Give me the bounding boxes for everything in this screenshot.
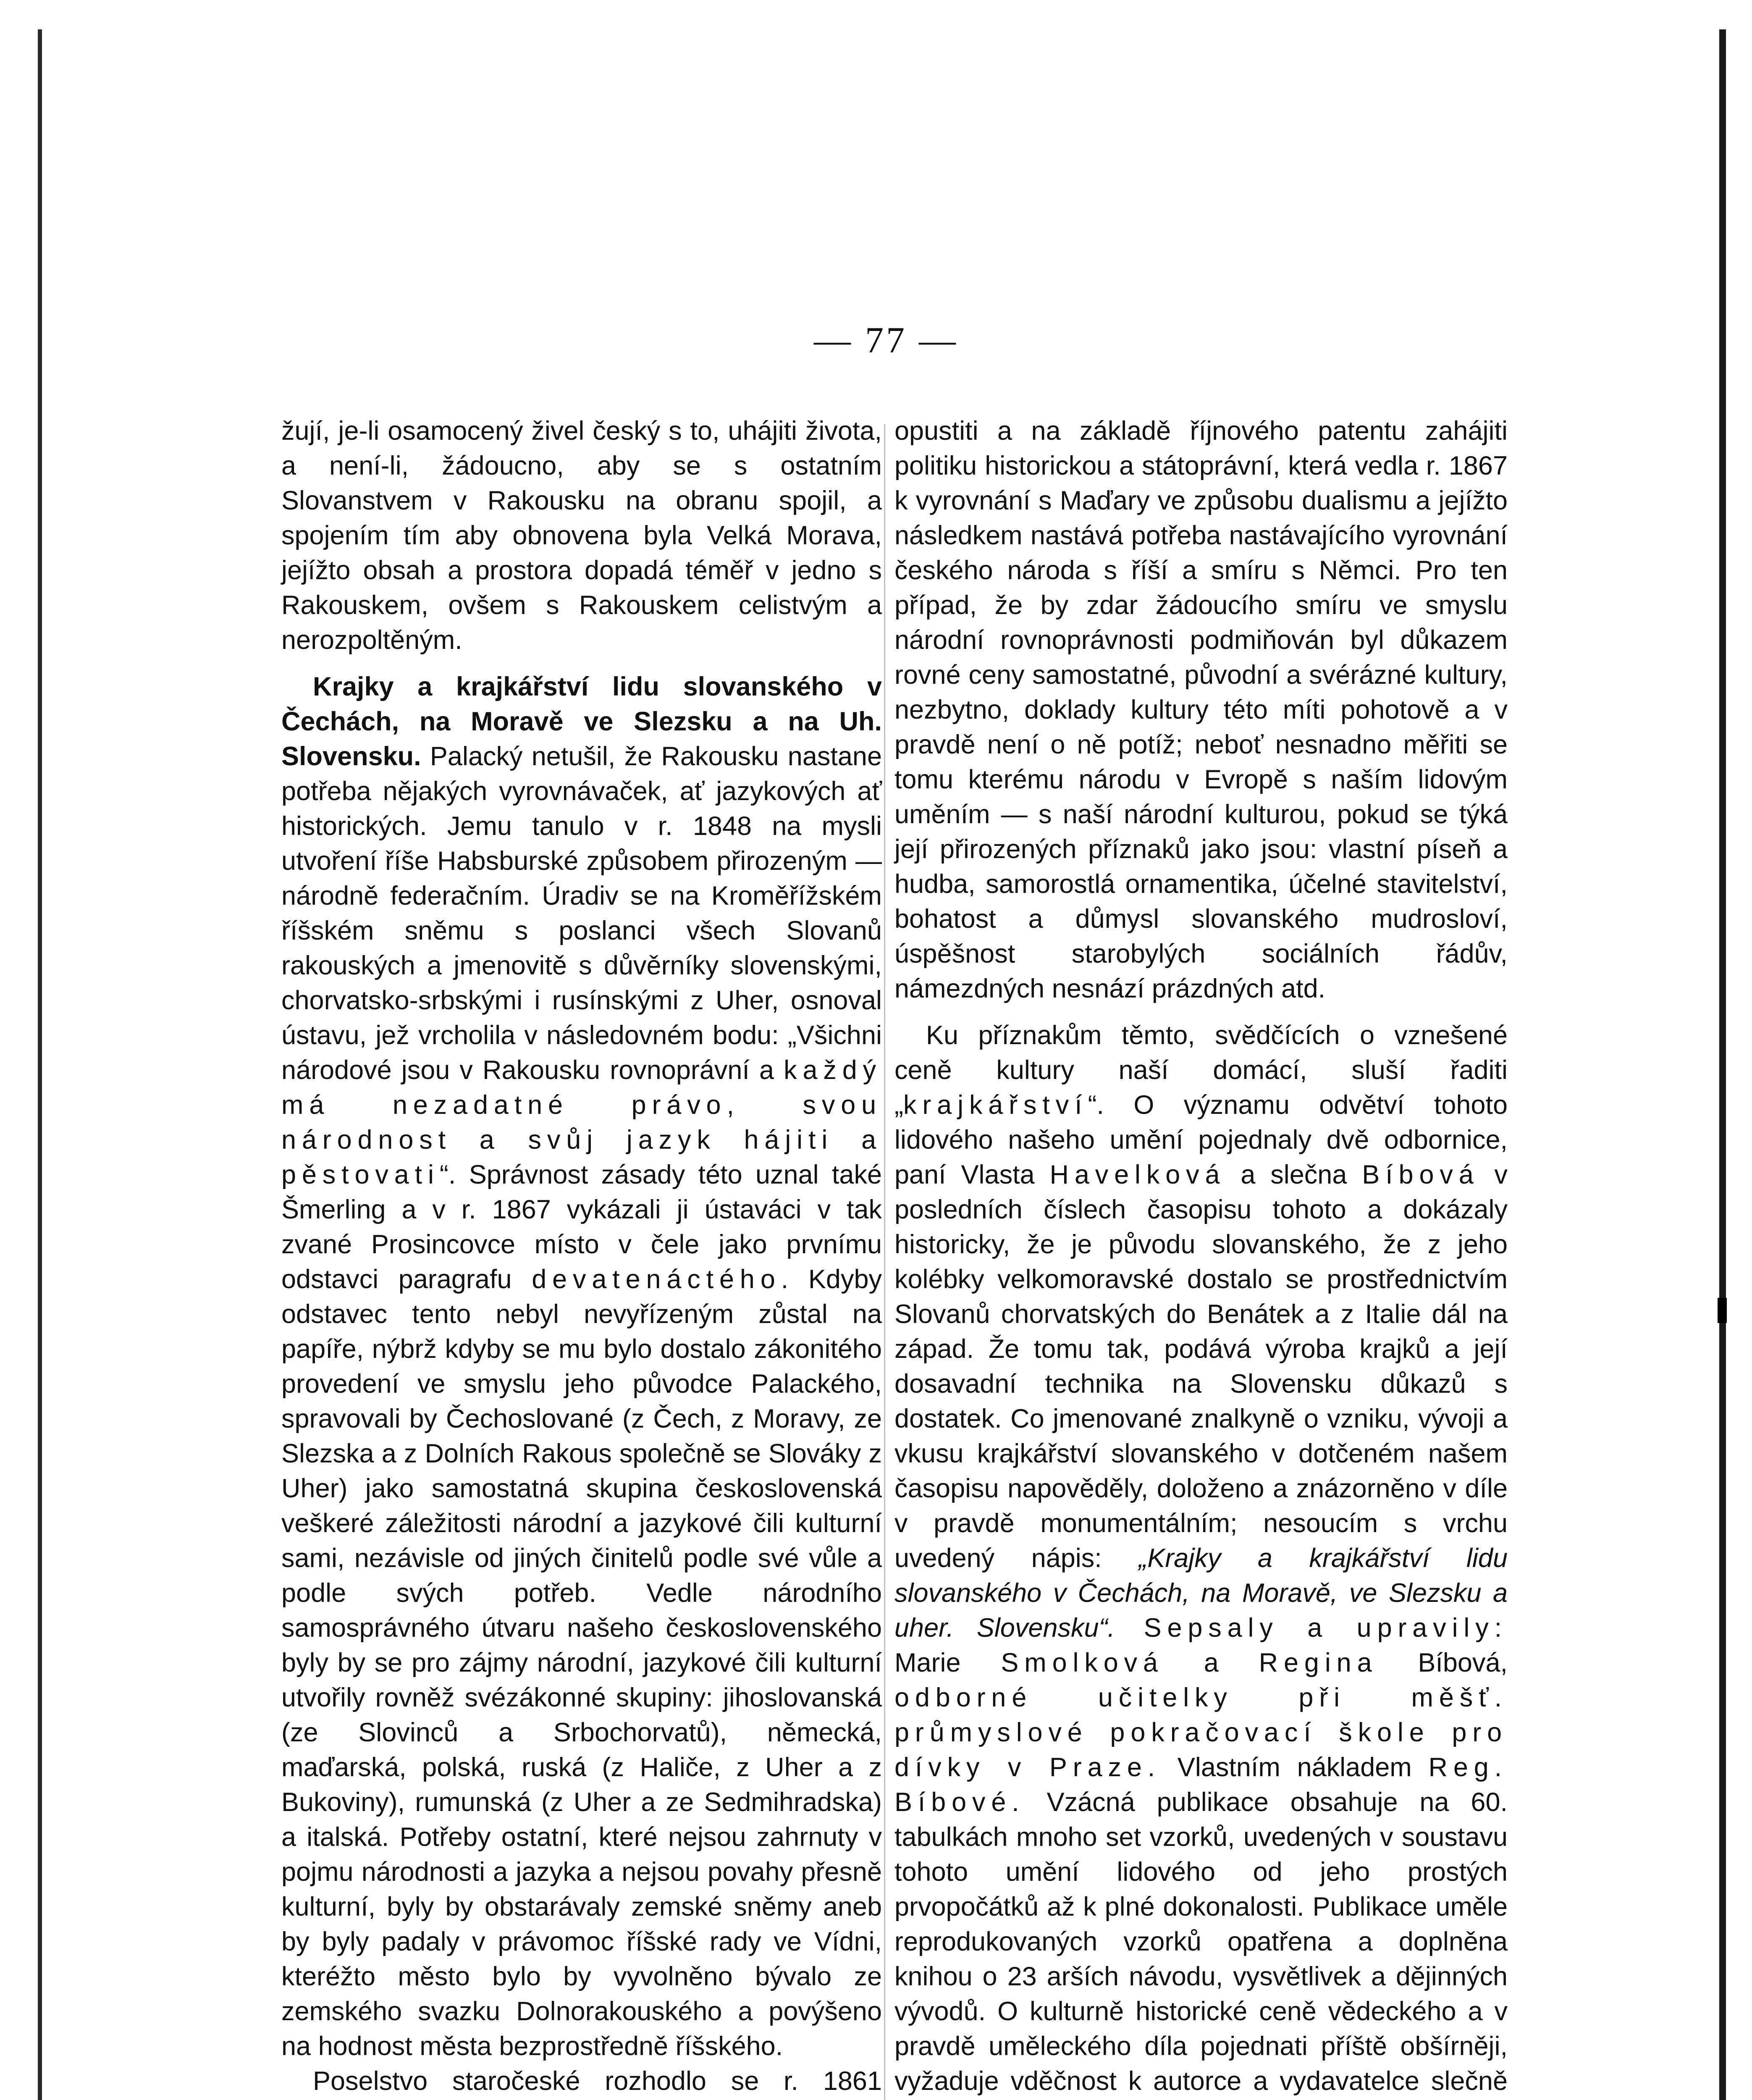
page-edge-mark	[1718, 1298, 1727, 1323]
emphasized-text: Bíbová	[1362, 1160, 1479, 1189]
paragraph-text: Vlastním nákladem	[1161, 1753, 1429, 1782]
paragraph: opustiti a na základě říjnového patentu zahájiti politiku historickou a státoprávní, která vedla r. 1867 k vyrovnání s Maďary ve způsobu dualismu a jejížto následkem nastává potřeba nastávajícího vyrovnání českého národa s říší a smíru s Němci. Pro ten případ, že by zdar žádoucího smíru ve smyslu národní rovnoprávnosti podmiňován byl důkazem rovné ceny samostatné, původní a svérázné kultury, nezbytno, doklady kultury této míti pohotově a v pravdě není o ně potíž; neboť nesnadno měřiti se tomu kterému národu v Evropě s naším lidovým uměním — s naší národní kulturou, pokud se týká její přirozených příznaků jako jsou: vlastní píseň a hudba, samorostlá ornamentika, účelné stavitelství, bohatost a důmysl slovanského mudrosloví, úspěšnost starobylých sociálních řádův, námezdných nesnází prázdných atd.	[894, 416, 1508, 1003]
paragraph-text: a	[1163, 1648, 1259, 1677]
emphasized-text: Sepsaly a upravily:	[1115, 1613, 1508, 1643]
left-column	[281, 414, 882, 2100]
emphasized-text: Smolková	[1001, 1648, 1164, 1677]
paragraph-text: Bíbová,	[1377, 1648, 1508, 1677]
paragraph-text: “. Správnost zásady této uznal také Šmerling a v r. 1867 vykázali ji ústaváci v tak zvané Prosincovce místo v čele jako prvnímu odstavci paragrafu	[281, 1160, 882, 1294]
emphasized-text: krajkářství	[903, 1090, 1088, 1120]
paragraph-text: . Kdyby odstavec tento nebyl nevyřízeným zůstal na papíře, nýbrž kdyby se mu bylo dostalo zákonitého provedení ve smyslu jeho původce Palackého, spravovali by Čechoslované (z Čech, z Moravy, ze Slezska a z Dolních Rakous společně se Slováky z Uher) jako samostatná skupina československá veškeré záležitosti národní a jazykové čili kulturní sami, nezávisle od jiných činitelů podle své vůle a podle svých potřeb. Vedle národního samosprávného útvaru našeho československého byly by se pro zájmy národní, jazykové čili kulturní utvořily rovněž svézákonné skupiny: jihoslovanská (ze Slovinců a Srbochorvatů), německá, maďarská, polská, ruská (z Haliče, z Uher a z Bukoviny), rumunská (z Uher a ze Sedmihradska) a italská. Potřeby ostatní, které nejsou zahrnuty v pojmu národnosti a jazyka a nejsou povahy přesně kulturní, byly by obstarávaly zemské sněmy aneb by byly padaly v právomoc říšské rady ve Vídni, kteréžto město bylo by vyvolněno bývalo ze zemského svazku Dolnorakouského a povýšeno na hodnost města bezprostředně říšského.	[281, 1265, 882, 2061]
emphasized-text: Regina	[1259, 1648, 1378, 1677]
emphasized-text: Reg. Bíbové.	[894, 1753, 1508, 1817]
paragraph-text: Vzácná publikace obsahuje na 60. tabulkách mnoho set vzorků, uvedených v soustavu tohoto umění lidového od jeho prostých prvopočátků až k plné dokonalosti. Publikace uměle reprodukovaných vzorků opatřena a doplněna knihou o 23 arších návodu, vysvětlivek a dějinných vývodů. O kulturně historické ceně vědeckého a v pravdě uměleckého díla pojednati příště obšírněji, vyžaduje vděčnost k autorce a vydavatelce slečně	[894, 1788, 1508, 2096]
paragraph-text: a slečna	[1225, 1160, 1362, 1189]
paragraph-text: “. O významu odvětví tohoto lidového našeho umění pojednaly dvě odbornice, paní Vlasta	[894, 1090, 1508, 1189]
paragraph-text: Marie	[894, 1648, 1001, 1677]
emphasized-text: Havelková	[1049, 1160, 1226, 1189]
emphasized-text: devatenáctého	[532, 1265, 781, 1294]
column-divider	[884, 424, 885, 2100]
section-heading: Krajky a krajkářství lidu slovanského v Čechách, na Moravě ve Slezsku a na Uh. Slovensku.	[281, 672, 882, 771]
emphasized-text: odborné učitelky při měšť. průmyslové pokračovací škole pro dívky v Praze.	[894, 1683, 1508, 1782]
emphasized-text: každý má nezadatné právo, svou národnost a svůj jazyk hájiti a pěstovati	[281, 1055, 882, 1189]
paragraph-text: Ku příznakům těmto, svědčících o vznešené ceně kultury naší domácí, sluší řaditi „	[894, 1021, 1508, 1120]
page-number: — 77 —	[814, 320, 958, 361]
right-column	[894, 414, 1508, 2100]
paragraph-text: v posledních číslech časopisu tohoto a dokázaly historicky, že je původu slovanského, že z jeho kolébky velkomoravské dostalo se prostřednictvím Slovanů chorvatských do Benátek a z Italie dál na západ. Že tomu tak, podává výroba krajků a její dosavadní technika na Slovensku důkazů s dostatek. Co jmenované znalkyně o vzniku, vývoji a vkusu krajkářství slovanského v dotčeném našem časopisu napověděly, doloženo a znázorněno v díle v pravdě monumentálním; nesoucím s vrchu uvedený nápis:	[894, 1160, 1508, 1573]
book-title: „Krajky a krajkářství lidu slovanského v Čechách, na Moravě, ve Slezsku a uher. Slovensku“.	[894, 1544, 1508, 1643]
paragraph: žují, je-li osamocený živel český s to, uhájiti života, a není-li, žádoucno, aby se s ostatním Slovanstvem v Rakousku na obranu spojil, a spojením tím aby obnovena byla Velká Morava, jejížto obsah a prostora dopadá téměř v jedno s Rakouskem, ovšem s Rakouskem celistvým a nerozpoltěným.	[281, 416, 882, 655]
paragraph: Poselstvo staročeské rozhodlo se r. 1861	[313, 2066, 882, 2096]
paragraph	[281, 669, 882, 2064]
paragraph	[894, 1018, 1508, 2100]
paragraph-text: Palacký netušil, že Rakousku nastane potřeba nějakých vyrovnávaček, ať jazykových ať historických. Jemu tanulo v r. 1848 na mysli utvoření říše Habsburské způsobem přirozeným — národně federačním. Úradiv se na Kroměřížském říšském sněmu s poslanci všech Slovanů rakouských a jmenovitě s důvěrníky slovenskými, chorvatsko-srbskými i rusínskými z Uher, osnoval ústavu, jež vrcholila v následovném bodu: „Všichni národové jsou v Rakousku rovnoprávní a	[281, 742, 882, 1085]
